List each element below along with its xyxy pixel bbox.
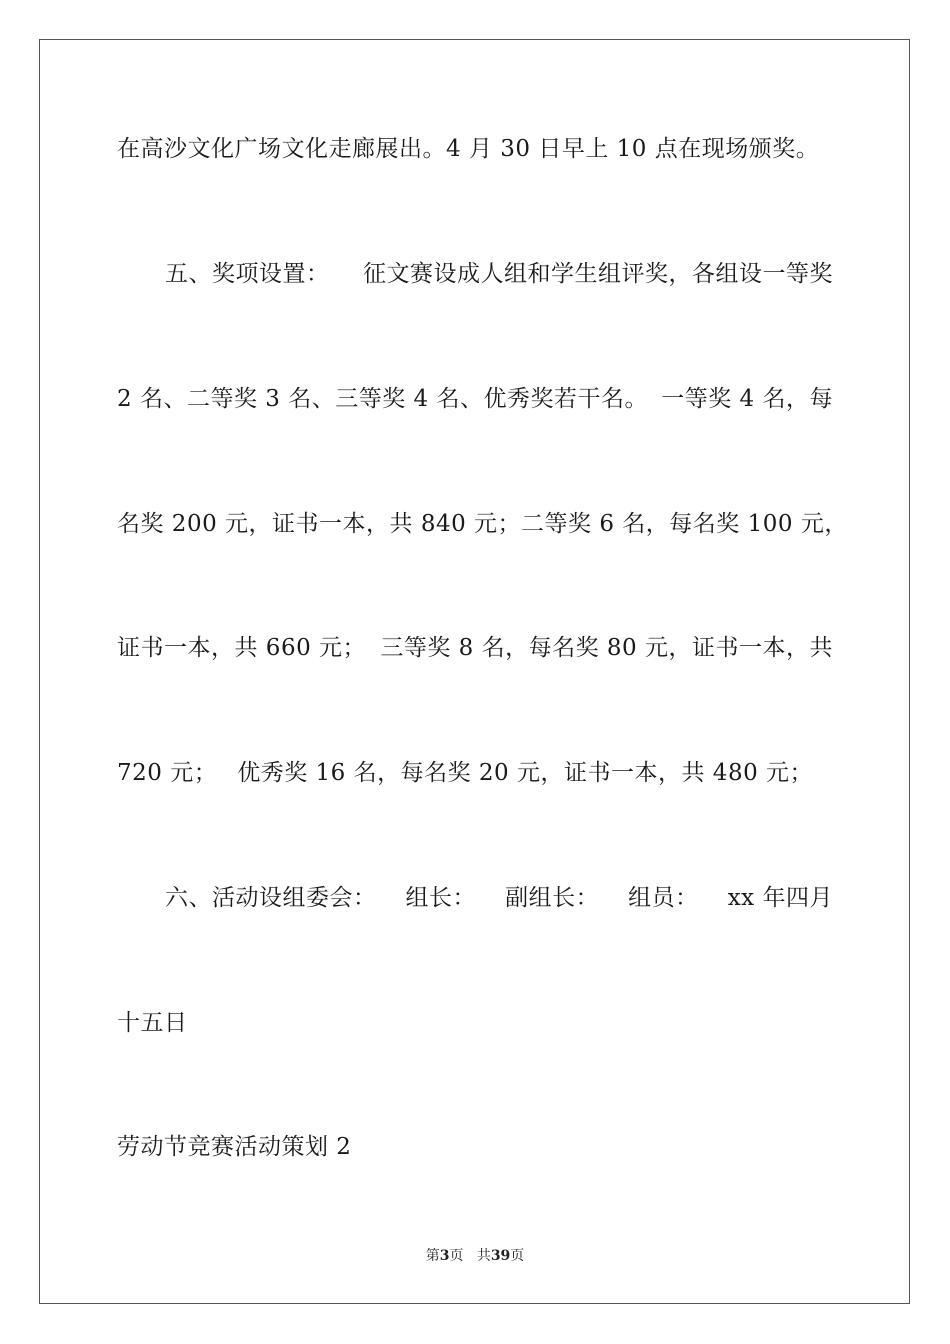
line-text: 2 名、二等奖 3 名、三等奖 4 名、优秀奖若干名。 [117,386,648,412]
date-text: 十五日 [117,1010,188,1036]
date-text: xx 年四月 [727,885,833,911]
text-line-6 [117,758,833,788]
section-heading-committee: 六、活动设组委会： [165,885,377,911]
line-text: 二等奖 6 名，每名奖 100 元， [521,511,848,537]
footer-page-current: 3 [439,1248,450,1264]
text-line-8 [117,1008,833,1038]
committee-deputy-label: 副组长： [505,885,600,911]
footer-total-suffix: 页 [510,1248,525,1264]
footer-page-prefix: 第 [425,1248,440,1264]
page-border [39,39,910,1304]
footer-page-total: 39 [490,1248,511,1264]
line-text: 名奖 200 元，证书一本，共 840 元； [117,511,522,537]
line-text: 在高沙文化广场文化走廊展出。4 月 30 日早上 10 点在现场颁奖。 [117,136,820,162]
text-line-3 [117,384,833,414]
text-line-2 [117,259,833,289]
footer-total-prefix: 共 [476,1248,491,1264]
line-text: 证书一本，共 660 元； [117,635,367,661]
line-text: 征文赛设成人组和学生组评奖，各组设一等奖 [363,261,833,287]
text-line-7 [117,883,833,913]
committee-leader-label: 组长： [405,885,477,911]
section-heading-awards: 五、奖项设置： [165,261,330,287]
line-text: 三等奖 8 名，每名奖 80 元，证书一本，共 [380,635,833,661]
text-line-4 [117,509,848,539]
text-line-1 [117,134,833,164]
line-text: 一等奖 4 名，每 [661,386,833,412]
line-text: 720 元； [117,760,218,786]
text-line-5 [117,633,833,663]
document-heading: 劳动节竞赛活动策划 2 [117,1134,352,1160]
committee-member-label: 组员： [628,885,699,911]
line-text: 优秀奖 16 名，每名奖 20 元，证书一本，共 480 元； [237,760,814,786]
footer-page-suffix: 页 [449,1248,464,1264]
page-footer [0,1247,950,1265]
text-line-9 [117,1132,833,1162]
